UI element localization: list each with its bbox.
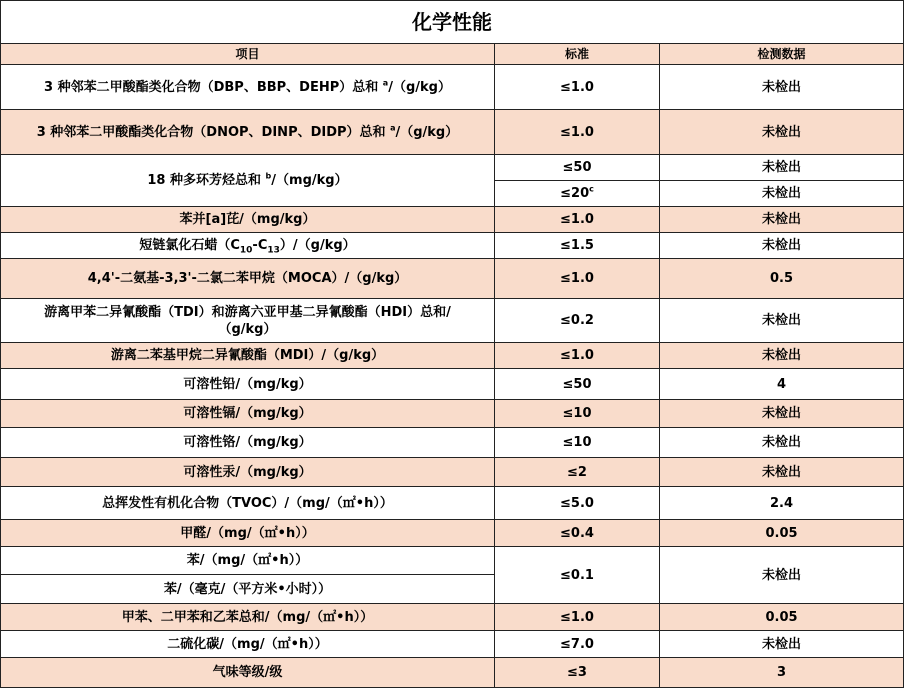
standard-cell: ≤1.0	[495, 65, 660, 110]
result-cell: 未检出	[660, 547, 904, 604]
item-cell: 苯并[a]芘/（mg/kg）	[1, 207, 495, 233]
table-row	[1, 110, 904, 155]
result-cell: 未检出	[660, 207, 904, 233]
result-cell: 未检出	[660, 299, 904, 343]
standard-cell: $\le 20^c$	[495, 181, 660, 207]
header-row	[1, 44, 904, 65]
result-cell: 0.05	[660, 604, 904, 631]
standard-cell: ≤50	[495, 369, 660, 400]
table-row	[1, 369, 904, 400]
standard-cell: ≤50	[495, 155, 660, 181]
item-cell: 二硫化碳/（mg/（㎡•h））	[1, 631, 495, 658]
item-cell: 苯/（毫克/（平方米•小时））	[1, 575, 495, 604]
item-cell: 苯/（mg/（㎡•h））	[1, 547, 495, 575]
standard-cell: ≤1.0	[495, 259, 660, 299]
result-cell: 3	[660, 658, 904, 688]
item-cell: 3 种邻苯二甲酸酯类化合物（DNOP、DINP、DIDP）总和 $^a$/（g/kg）	[1, 110, 495, 155]
standard-cell: ≤0.1	[495, 547, 660, 604]
table-row	[1, 65, 904, 110]
item-cell: 4,4'-二氨基-3,3'-二氯二苯甲烷（MOCA）/（g/kg）	[1, 259, 495, 299]
result-cell: 未检出	[660, 65, 904, 110]
table-row	[1, 604, 904, 631]
header-item: 项目	[1, 44, 495, 65]
result-cell: 2.4	[660, 487, 904, 520]
table-row	[1, 155, 904, 181]
table-row	[1, 207, 904, 233]
standard-cell: ≤10	[495, 400, 660, 428]
table-row	[1, 233, 904, 259]
standard-cell: ≤1.0	[495, 604, 660, 631]
result-cell: 未检出	[660, 631, 904, 658]
table-row	[1, 299, 904, 343]
item-cell: 短链氯化石蜡$(C_{10}-C_{13})/(g/kg)$	[1, 233, 495, 259]
standard-cell: ≤10	[495, 428, 660, 458]
standard-cell: ≤3	[495, 658, 660, 688]
result-cell: 未检出	[660, 110, 904, 155]
standard-cell: ≤5.0	[495, 487, 660, 520]
item-cell: 18 种多环芳烃总和 $^b$/（mg/kg）	[1, 155, 495, 207]
result-cell: 0.5	[660, 259, 904, 299]
table-row	[1, 428, 904, 458]
result-cell: 未检出	[660, 233, 904, 259]
item-cell: 3 种邻苯二甲酸酯类化合物（DBP、BBP、DEHP）总和 $^a$/（g/kg）	[1, 65, 495, 110]
item-cell: 游离二苯基甲烷二异氰酸酯（MDI）/（g/kg）	[1, 343, 495, 369]
standard-cell: ≤1.0	[495, 207, 660, 233]
item-cell: 甲醛/（mg/（㎡•h））	[1, 520, 495, 547]
result-cell: 未检出	[660, 428, 904, 458]
result-cell: 4	[660, 369, 904, 400]
item-cell: 可溶性铅/（mg/kg）	[1, 369, 495, 400]
item-cell: 可溶性镉/（mg/kg）	[1, 400, 495, 428]
standard-cell: ≤1.0	[495, 343, 660, 369]
item-cell: 气味等级/级	[1, 658, 495, 688]
item-cell: 总挥发性有机化合物（TVOC）/（mg/（㎡•h））	[1, 487, 495, 520]
header-standard: 标准	[495, 44, 660, 65]
table-row	[1, 487, 904, 520]
table-row	[1, 259, 904, 299]
standard-cell: ≤7.0	[495, 631, 660, 658]
standard-cell: ≤2	[495, 458, 660, 487]
header-result: 检测数据	[660, 44, 904, 65]
table-title: 化学性能	[1, 1, 904, 44]
standard-cell: ≤1.5	[495, 233, 660, 259]
table-row	[1, 658, 904, 688]
table-row	[1, 547, 904, 575]
table-row	[1, 520, 904, 547]
result-cell: 0.05	[660, 520, 904, 547]
item-cell: 甲苯、二甲苯和乙苯总和/（mg/（㎡•h））	[1, 604, 495, 631]
standard-cell: ≤0.4	[495, 520, 660, 547]
result-cell: 未检出	[660, 343, 904, 369]
standard-cell: ≤0.2	[495, 299, 660, 343]
table-row	[1, 458, 904, 487]
result-cell: 未检出	[660, 155, 904, 181]
result-cell: 未检出	[660, 400, 904, 428]
item-cell: 可溶性汞/（mg/kg）	[1, 458, 495, 487]
table-row	[1, 400, 904, 428]
result-cell: 未检出	[660, 458, 904, 487]
item-cell: 游离甲苯二异氰酸酯（TDI）和游离六亚甲基二异氰酸酯（HDI）总和/ （g/kg）	[1, 299, 495, 343]
item-cell: 可溶性铬/（mg/kg）	[1, 428, 495, 458]
table-row	[1, 631, 904, 658]
result-cell: 未检出	[660, 181, 904, 207]
standard-cell: ≤1.0	[495, 110, 660, 155]
table-row	[1, 343, 904, 369]
